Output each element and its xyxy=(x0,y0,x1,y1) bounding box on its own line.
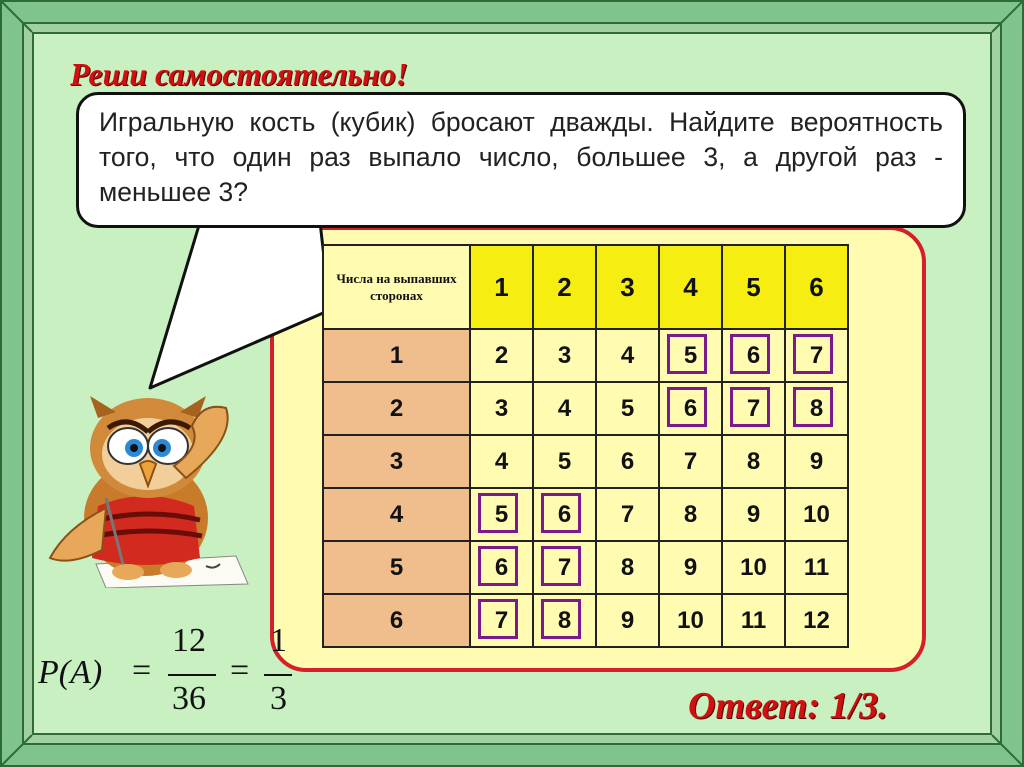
highlight-box xyxy=(667,387,707,427)
highlight-box xyxy=(793,387,833,427)
table-header-row xyxy=(323,245,848,329)
column-header: 5 xyxy=(722,245,785,329)
highlight-box xyxy=(730,387,770,427)
column-header: 4 xyxy=(659,245,722,329)
table-cell: 10 xyxy=(785,488,848,541)
table-cell: 5 xyxy=(596,382,659,435)
row-header: 1 xyxy=(323,329,470,382)
highlight-box xyxy=(541,546,581,586)
table-cell: 7 xyxy=(722,382,785,435)
highlight-box xyxy=(478,599,518,639)
formula-lhs: P(A) xyxy=(38,654,103,691)
highlight-box xyxy=(541,493,581,533)
table-cell: 6 xyxy=(533,488,596,541)
table-cell: 12 xyxy=(785,594,848,647)
table-cell: 8 xyxy=(659,488,722,541)
table-cell: 4 xyxy=(470,435,533,488)
row-header: 2 xyxy=(323,382,470,435)
table-row xyxy=(323,382,848,435)
formula-denominator: 3 xyxy=(270,680,287,717)
table-cell: 8 xyxy=(533,594,596,647)
row-header: 5 xyxy=(323,541,470,594)
formula-numerator: 1 xyxy=(270,622,287,659)
table-cell: 7 xyxy=(533,541,596,594)
table-cell: 7 xyxy=(596,488,659,541)
table-cell: 5 xyxy=(470,488,533,541)
table-cell: 8 xyxy=(596,541,659,594)
table-cell: 9 xyxy=(722,488,785,541)
table-cell: 9 xyxy=(659,541,722,594)
column-header: 6 xyxy=(785,245,848,329)
table-cell: 7 xyxy=(470,594,533,647)
row-header: 3 xyxy=(323,435,470,488)
formula-denominator: 36 xyxy=(172,680,206,717)
formula-equals: = xyxy=(132,652,152,689)
highlight-box xyxy=(541,599,581,639)
table-cell: 11 xyxy=(722,594,785,647)
table-row xyxy=(323,541,848,594)
table-cell: 6 xyxy=(722,329,785,382)
table-cell: 11 xyxy=(785,541,848,594)
row-header: 4 xyxy=(323,488,470,541)
corner-label: Числа на выпавших сторонах xyxy=(323,245,470,329)
table-cell: 9 xyxy=(596,594,659,647)
table-cell: 4 xyxy=(533,382,596,435)
highlight-box xyxy=(478,493,518,533)
answer-text: Ответ: 1/3. xyxy=(688,685,888,727)
table-cell: 2 xyxy=(470,329,533,382)
row-header: 6 xyxy=(323,594,470,647)
table-row xyxy=(323,488,848,541)
table-cell: 6 xyxy=(596,435,659,488)
table-cell: 5 xyxy=(533,435,596,488)
problem-text: Игральную кость (кубик) бросают дважды. Найдите вероятность того, что один раз выпало число, большее 3, а другой раз - меньшее 3? xyxy=(99,107,943,207)
formula-equals: = xyxy=(230,652,250,689)
slide-title: Реши самостоятельно! xyxy=(70,56,409,92)
table-cell: 8 xyxy=(785,382,848,435)
table-cell: 10 xyxy=(659,594,722,647)
table-cell: 4 xyxy=(596,329,659,382)
table-cell: 7 xyxy=(659,435,722,488)
table-cell: 7 xyxy=(785,329,848,382)
table-cell: 10 xyxy=(722,541,785,594)
table-cell: 8 xyxy=(722,435,785,488)
highlight-box xyxy=(667,334,707,374)
table-row xyxy=(323,435,848,488)
table-cell: 3 xyxy=(533,329,596,382)
table-cell: 9 xyxy=(785,435,848,488)
table-row xyxy=(323,329,848,382)
column-header: 2 xyxy=(533,245,596,329)
table-cell: 6 xyxy=(659,382,722,435)
highlight-box xyxy=(730,334,770,374)
highlight-box xyxy=(793,334,833,374)
speech-bubble xyxy=(76,92,966,228)
table-cell: 6 xyxy=(470,541,533,594)
highlight-box xyxy=(478,546,518,586)
formula-numerator: 12 xyxy=(172,622,206,659)
table-row xyxy=(323,594,848,647)
table-cell: 5 xyxy=(659,329,722,382)
column-header: 3 xyxy=(596,245,659,329)
table-cell: 3 xyxy=(470,382,533,435)
sum-table xyxy=(322,244,849,648)
column-header: 1 xyxy=(470,245,533,329)
